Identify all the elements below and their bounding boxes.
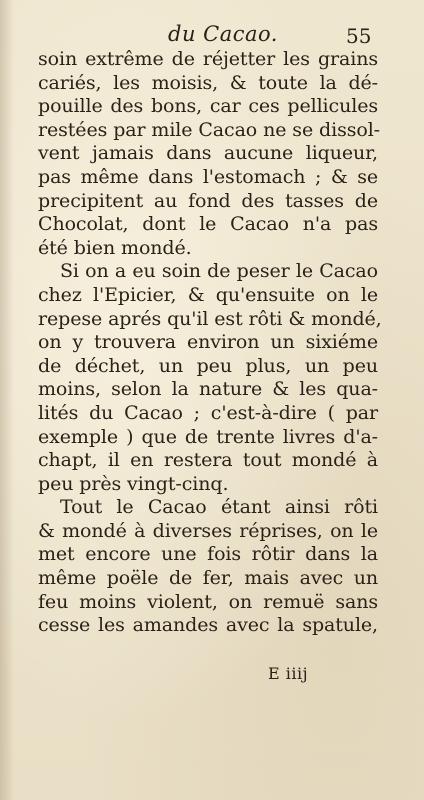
text-line: restées par mile Cacao ne se dissol- (38, 118, 380, 141)
text-line: pas même dans l'estomach ; & se (38, 165, 378, 188)
text-line: Chocolat, dont le Cacao n'a pas (38, 213, 378, 236)
text-line: peu près vingt-cinq. (38, 472, 229, 495)
text-line: été bien mondé. (38, 236, 192, 259)
running-title: du Cacao. (168, 22, 278, 46)
text-line: de déchet, un peu plus, un peu (38, 354, 378, 377)
text-line: chez l'Epicier, & qu'ensuite on le (38, 283, 378, 306)
text-line: cesse les amandes avec la spatule, (38, 614, 378, 637)
text-line: chapt, il en restera tout mondé à (38, 449, 378, 472)
text-line: cariés, les moisis, & toute la dé- (38, 71, 378, 94)
gutter-shadow (0, 0, 14, 800)
text-line: & mondé à diverses réprises, on le (38, 519, 378, 542)
text-line: precipitent au fond des tasses de (38, 189, 378, 212)
text-line: repese aprés qu'il est rôti & mondé, (38, 307, 382, 330)
text-line: lités du Cacao ; c'est-à-dire ( par (38, 401, 378, 424)
page-number: 55 (346, 24, 372, 48)
text-line: moins, selon la nature & les qua- (38, 378, 378, 401)
text-line: met encore une fois rôtir dans la (38, 543, 378, 566)
text-line: on y trouvera environ un sixiéme (38, 331, 378, 354)
text-line: feu moins violent, on remuë sans (38, 590, 378, 613)
text-line: vent jamais dans aucune liqueur, (38, 142, 378, 165)
text-line: soin extrême de réjetter les grains (38, 48, 378, 70)
text-line: même poële de fer, mais avec un (38, 567, 378, 590)
running-head (0, 16, 424, 50)
text-line: exemple ) que de trente livres d'a- (38, 425, 378, 448)
body-text (38, 48, 382, 638)
text-line: Si on a eu soin de peser le Cacao (60, 260, 378, 283)
text-line: pouille des bons, car ces pellicules (38, 95, 378, 118)
signature-mark: E iiij (268, 664, 309, 683)
text-line: Tout le Cacao étant ainsi rôti (60, 496, 378, 519)
